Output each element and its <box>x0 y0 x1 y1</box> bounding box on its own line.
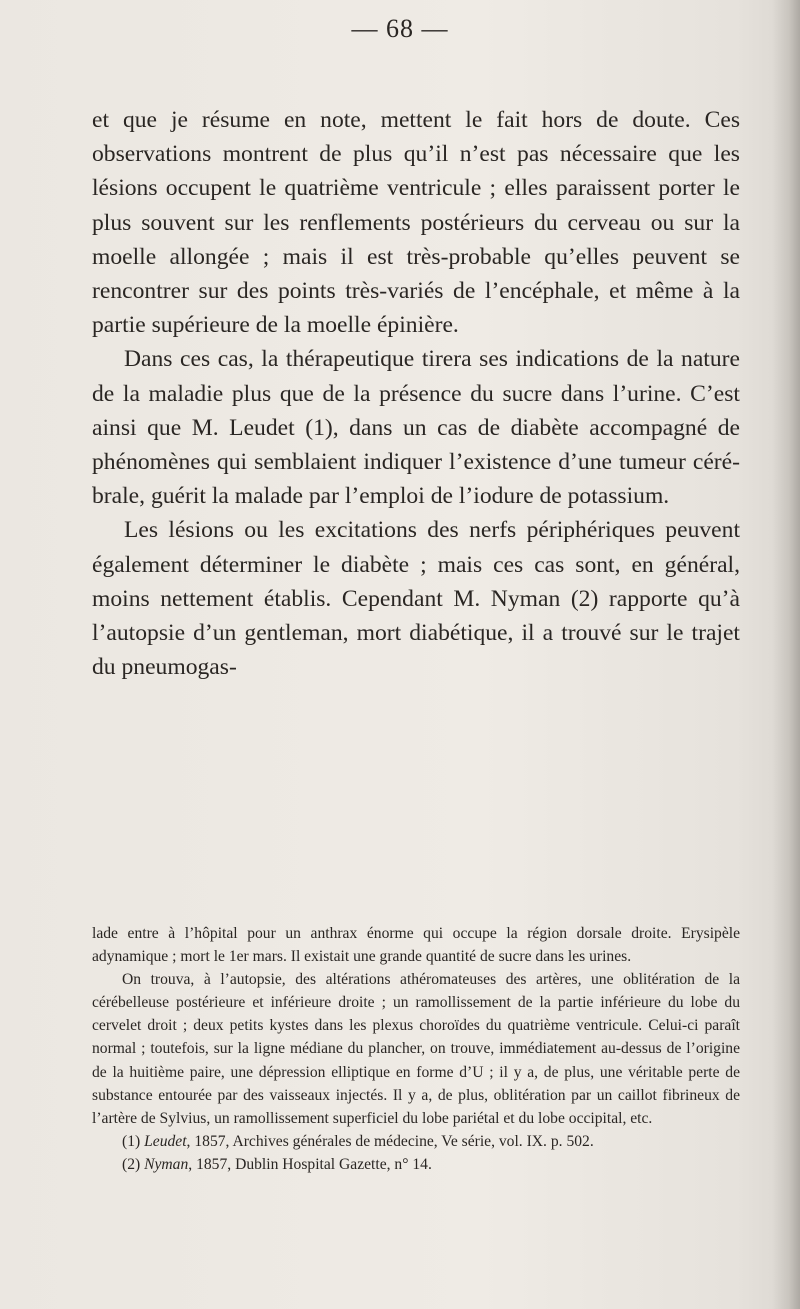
reference-1-text: , 1857, Archives générales de médecine, Ve série, vol. IX. p. 502. <box>186 1132 594 1150</box>
paragraph-therapeutics: Dans ces cas, la thérapeutique tirera ses indications de la nature de la maladie plus que de la présence du sucre dans l’urine. C’est ainsi que M. Leudet (1), dans un cas de diabète accompagné de phénomènes qui semblaient indiquer l’existence d’une tumeur cérébrale, guérit la malade par l’emploi de l’iodure de potassium. <box>92 346 740 510</box>
reference-1 <box>92 1130 740 1153</box>
reference-2-number: (2) <box>122 1155 141 1173</box>
reference-2-text: , 1857, Dublin Hospital Gazette, n° 14. <box>188 1155 432 1173</box>
reference-1-number: (1) <box>122 1132 141 1150</box>
reference-2 <box>92 1153 740 1176</box>
footnote-continuation: lade entre à l’hôpital pour un anthrax énorme qui occupe la région dorsale droite. Erysipèle adynamique ; mort le 1er mars. Il existait une grande quantité de sucre dans les urines. <box>92 925 740 966</box>
reference-1-author: Leudet <box>144 1132 187 1150</box>
paragraph-peripheral-nerves: Les lésions ou les excitations des nerfs périphériques peuvent également déterminer le diabète ; mais ces cas sont, en général, moins nettement établis. Cependant M. Nyman (2) rapporte qu’à l’autopsie d’un gentleman, mort diabétique, il a trouvé sur le trajet du pneumogas- <box>92 517 740 681</box>
footnotes <box>92 922 740 1176</box>
page-edge-shadow <box>772 0 800 1309</box>
paragraph-continuation: et que je résume en note, mettent le fait hors de doute. Ces observations montrent de plus qu’il n’est pas nécessaire que les lésions occupent le quatrième ventricule ; elles paraissent porter le plus souvent sur les renflements postérieurs du cerveau ou sur la moelle allongée ; mais il est très-probable qu’elles peuvent se rencontrer sur des points très-variés de l’encéphale, et même à la partie supérieure de la moelle épinière. <box>92 107 740 339</box>
reference-2-author: Nyman <box>144 1155 189 1173</box>
page-number: — 68 — <box>351 14 449 43</box>
footnote-autopsy: On trouva, à l’autopsie, des altérations athéromateuses des artères, une oblitération de la cérébelleuse postérieure et inférieure droite ; un ramollissement de la partie inférieure du lobe du cervelet droit ; deux petits kystes dans les plexus choroïdes du quatrième ventricule. Celui-ci paraît normal ; toutefois, sur la ligne médiane du plancher, on trouve, immédiatement au-dessus de l’origine de la huitième paire, une dépression elliptique en forme d’U ; il y a, de plus, une véritable perte de substance entourée par des vaisseaux injectés. Il y a, de plus, oblitération par un caillot fibrineux de l’artère de Sylvius, un ramollissement superficiel du lobe pariétal et du lobe occipital, etc. <box>92 971 740 1127</box>
main-text <box>92 103 740 684</box>
